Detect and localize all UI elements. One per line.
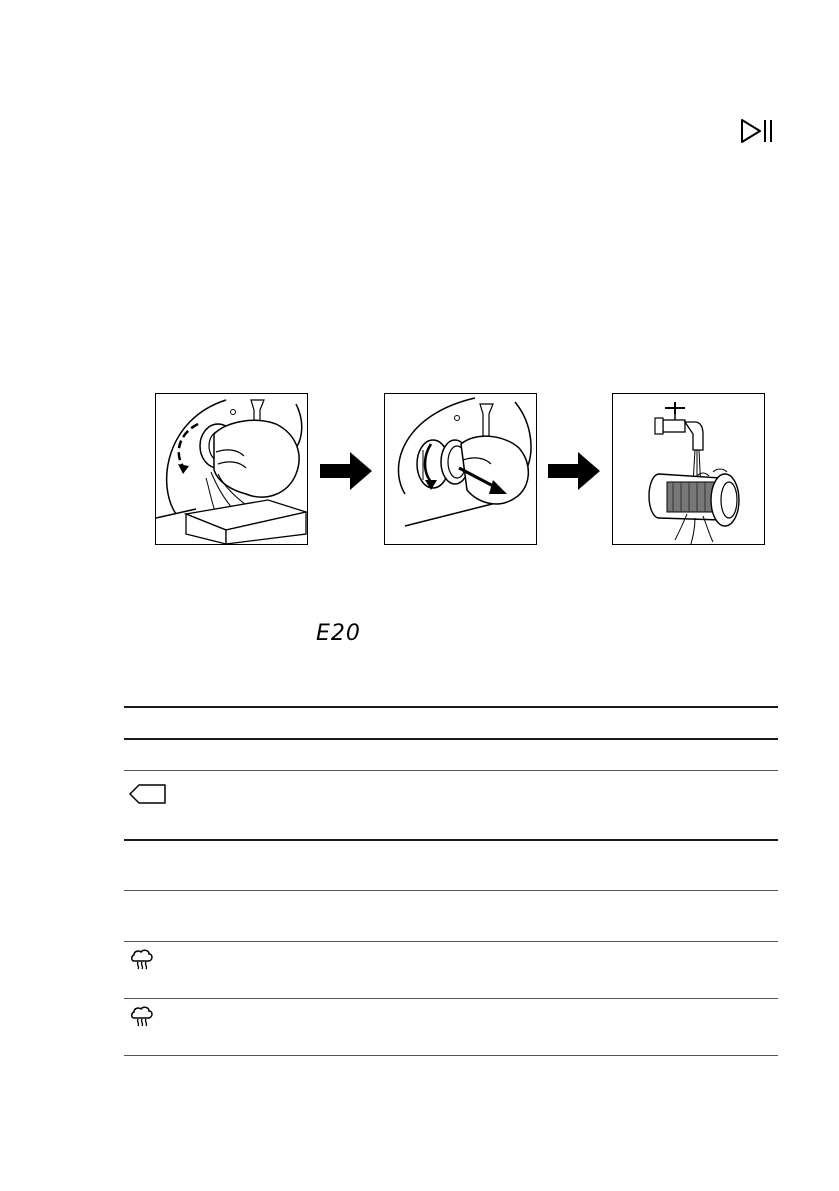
drain-filter-pull-out-icon (385, 394, 536, 544)
table-row-rule (124, 839, 778, 841)
table-row-rule (124, 941, 778, 942)
table-top-rule (124, 706, 778, 708)
right-arrow-icon (320, 452, 372, 490)
drain-filter-turn-hand-icon (156, 394, 307, 544)
steam-icon (130, 949, 154, 971)
table-header-rule (124, 738, 778, 740)
illustration-panel-drain-water (155, 393, 308, 545)
illustration-panel-remove-filter (384, 393, 537, 545)
error-code-display: E20 (316, 621, 361, 646)
illustration-panel-rinse-filter (612, 393, 765, 545)
play-pause-icon (740, 118, 774, 144)
filter-rinse-under-tap-icon (613, 394, 764, 544)
steam-icon (130, 1006, 154, 1028)
table-row-rule (124, 890, 778, 891)
table-bottom-rule (124, 1055, 778, 1056)
table-row-rule (124, 998, 778, 999)
right-arrow-icon (548, 452, 600, 490)
table-row-rule (124, 770, 778, 771)
tag-icon (129, 783, 167, 805)
